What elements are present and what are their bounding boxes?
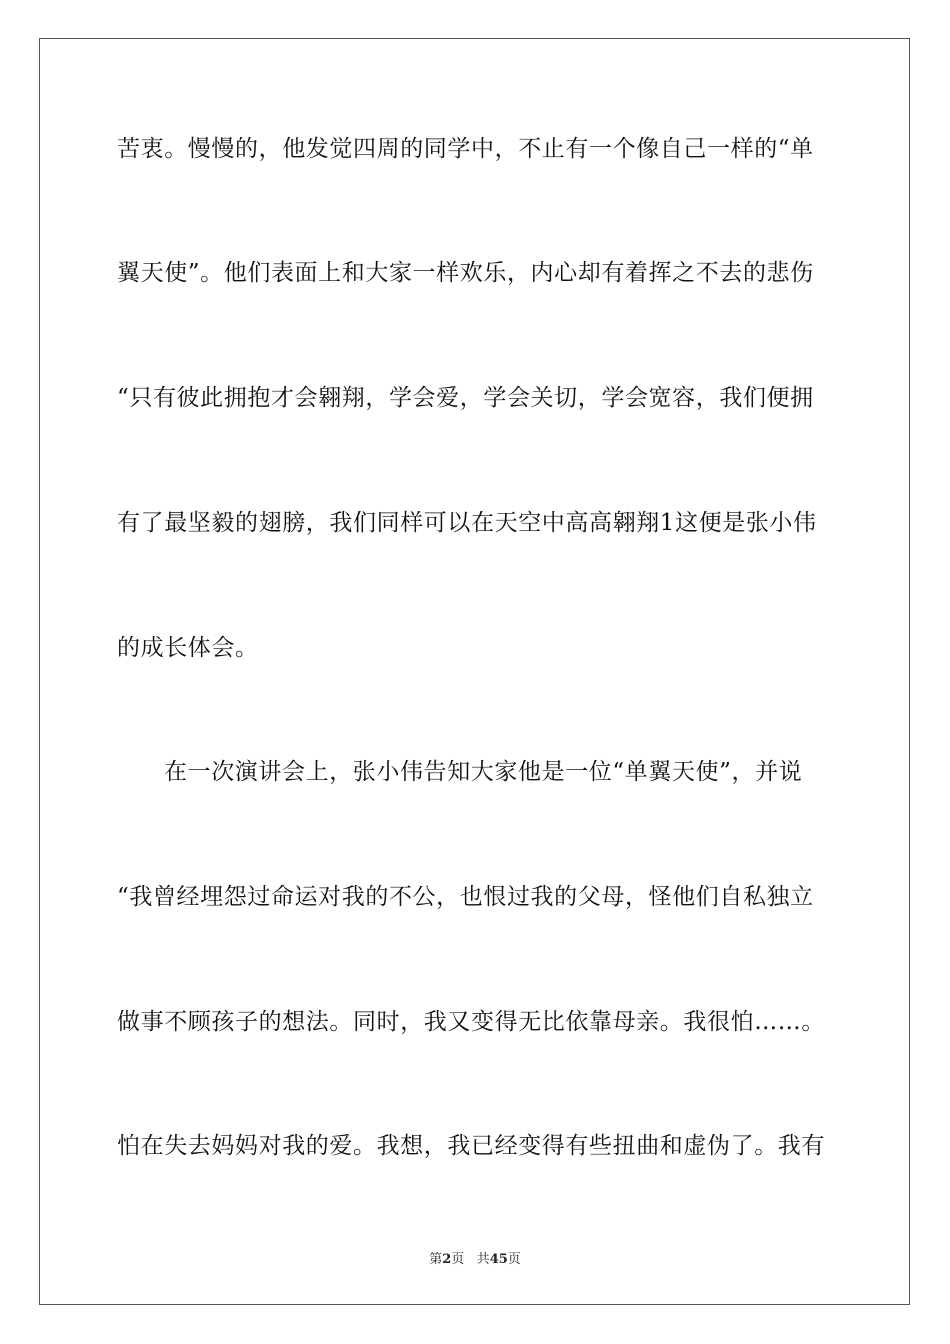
body-line-2: 翼天使”。他们表面上和大家一样欢乐，内心却有着挥之不去的悲伤: [117, 260, 814, 286]
body-line-1: 苦衷。慢慢的，他发觉四周的同学中，不止有一个像自己一样的“单: [117, 136, 814, 162]
body-line-7: “我曾经埋怨过命运对我的不公，也恨过我的父母，怪他们自私独立: [117, 884, 814, 910]
footer-total-prefix: 共: [476, 1252, 490, 1267]
footer-page-number: 2: [442, 1252, 452, 1267]
body-line-8: 做事不顾孩子的想法。同时，我又变得无比依靠母亲。我很怕……。: [117, 1009, 825, 1035]
footer-total-pages: 45: [489, 1252, 508, 1267]
footer-page-suffix: 页: [451, 1252, 465, 1267]
footer-page-prefix: 第: [429, 1252, 443, 1267]
page-footer: [0, 1248, 950, 1267]
page-border: [39, 38, 910, 1305]
body-line-3: “只有彼此拥抱才会翱翔，学会爱，学会关切，学会宽容，我们便拥: [117, 385, 814, 411]
body-line-5: 的成长体会。: [117, 635, 259, 661]
body-line-4: 有了最坚毅的翅膀，我们同样可以在天空中高高翱翔1这便是张小伟: [117, 510, 817, 536]
footer-total-suffix: 页: [507, 1252, 521, 1267]
body-line-6: 在一次演讲会上，张小伟告知大家他是一位“单翼天使”，并说: [164, 759, 803, 785]
body-line-9: 怕在失去妈妈对我的爱。我想，我已经变得有些扭曲和虚伪了。我有: [117, 1133, 825, 1159]
